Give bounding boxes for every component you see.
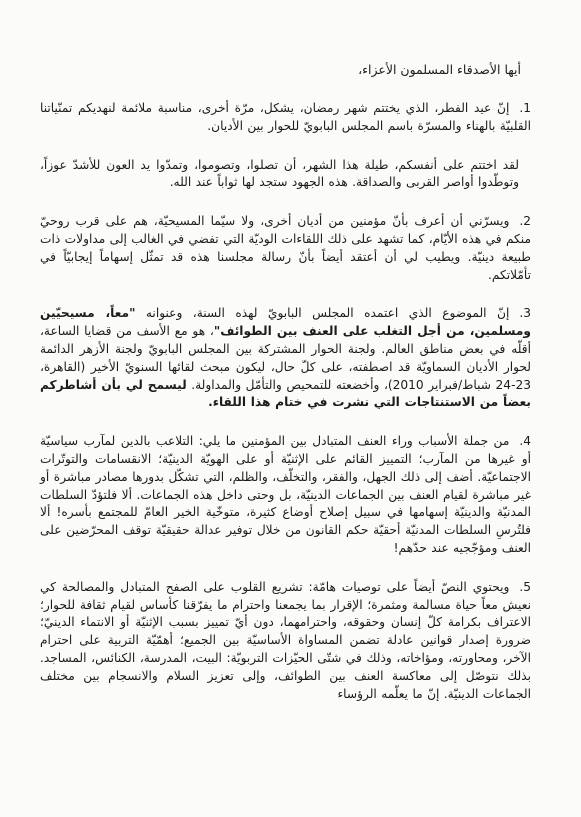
paragraph-1b [40, 157, 519, 193]
paragraph-5 [40, 579, 531, 704]
paragraph-number: 3. [519, 306, 531, 321]
paragraph-text: لقد اختتم على أنفسكم، طيلة هذا الشهر، أن تصلوا، وتصوموا، وتمدّوا يد العون للأشدّ عوزاً، وتوطّدوا أواصر القربى والصداقة. هذه الجهود ستجد لها ثواباً عند الله. [40, 157, 519, 190]
paragraph-text: ويحتوي النصّ أيضاً على توصيات هامّة: تشريع القلوب على الصفح المتبادل والمصالحة كي نعيش معاً حياة مسالمة ومثمرة؛ الإقرار بما يجمعنا واحترام ما يفرّقنا كأساس لقيام ثقافة للحوار؛ الاعتراف بكرامة كلّ إنسان وحقوقه، واحترامهما، دون أيّ تمييز بسبب الإثنيّة أو الانتماء الدينيّ؛ ضرورة إصدار قوانين عادلة تضمن المساواة الأساسيّة بين الجميع؛ أهمّيّة التربية على احترام الآخر، ومحاورته، ومؤاخاته، وذلك في شتّى الحيّزات التربويّة: البيت، المدرسة، الكنائس، المساجد. بذلك نتوصّل إلى معاكسة العنف بين الطوائف، وإلى تعزيز السلام والانسجام بين مختلف الجماعات الدينيّة. إنّ ما يعلّمه الرؤساء [40, 579, 531, 701]
salutation: أيها الأصدقاء المسلمون الأعزاء، [358, 62, 521, 77]
paragraph-text: ، هو مع الأسف من قضايا الساعة، أقلّه في بعض مناطق العالم. ولجنة الحوار المشتركة بين المجلس البابويّ ولجنة الأزهر الدائمة لحوار الأديان السماويّة قد اصطفته، على كلّ حال، ليكون مبحث لقائها السنويّ الأخير (القاهرة، 23-24 شباط/فبراير 2010)، وأخضعته للتمحيص والتأمّل والمداولة. [40, 324, 531, 392]
paragraph-text: إنّ عيد الفطر، الذي يختتم شهر رمضان، يشكل، مرّة أخرى، مناسبة ملائمة لنهديكم تمنّياتنا القلبيّة بالهناء والمسرّة باسم المجلس البابويّ للحوار بين الأديان. [40, 101, 531, 133]
paragraph-number: 5. [519, 579, 531, 594]
paragraph-3 [40, 305, 531, 412]
theme-title: "معاً، مسيحيّين ومسلمين، من أجل التغلب على العنف بين الطوائف" [40, 306, 532, 339]
paragraph-number: 1. [519, 101, 531, 115]
paragraph-number: 2. [519, 214, 531, 229]
paragraph-4 [40, 433, 531, 558]
paragraph-2 [40, 213, 531, 284]
paragraph-number: 4. [519, 434, 531, 449]
paragraph-text: من جملة الأسباب وراء العنف المتبادل بين المؤمنين ما يلي: التلاعب بالدين لمآرب سياسيّة أو غيرها من المآرب؛ التمييز القائم على الإثنيّة أو على الهويّة الدينيّة؛ الانقسامات والتوتّرات الاجتماعيّة. أضف إلى ذلك الجهل، والفقر، والتخلّف، والظلم، التي تشكّل بدورها مصادر مباشرة أو غير مباشرة لقيام العنف بين الجماعات الدينيّة، بل وحتى داخل هذه الجماعات. ألا فلتؤدّ السلطات المدنيّة والدينيّة إسهامها في سبيل إصلاح أوضاع كثيرة، متوخّية الخير العامّ للمجتمع بأسره! ألا فلتُرسِ السلطات المدنيّة أحقيّة حكم القانون من خلال توفير عدالة حقيقيّة توقف المحرّضين على العنف ومؤجّجيه عند حدّهم! [40, 434, 531, 555]
bold-sentence: ليسمح لي بأن أشاطركم بعضاً من الاستنتاجات التي نشرت في ختام هذا اللقاء. [40, 377, 531, 410]
paragraph-text: إنّ الموضوع الذي اعتمده المجلس البابويّ لهذه السنة، وعنوانه [135, 306, 510, 321]
paragraph-1 [40, 100, 531, 136]
paragraph-text: ويسرّني أن أعرف بأنّ مؤمنين من أديان أخرى، ولا سيّما المسيحيّة، هم على قرب روحيّ منكم في هذه الأيّام، كما تشهد على ذلك اللقاءات الوديّة التي تفضي في الغالب إلى مداولات ذات طبيعة دينيّة. ويطيب لي أن أعتقد أيضاً بأنّ رسالة مجلسنا هذه قد تمثّل إسهاماً إيجابيّاً في تأمّلاتكم. [40, 214, 531, 282]
